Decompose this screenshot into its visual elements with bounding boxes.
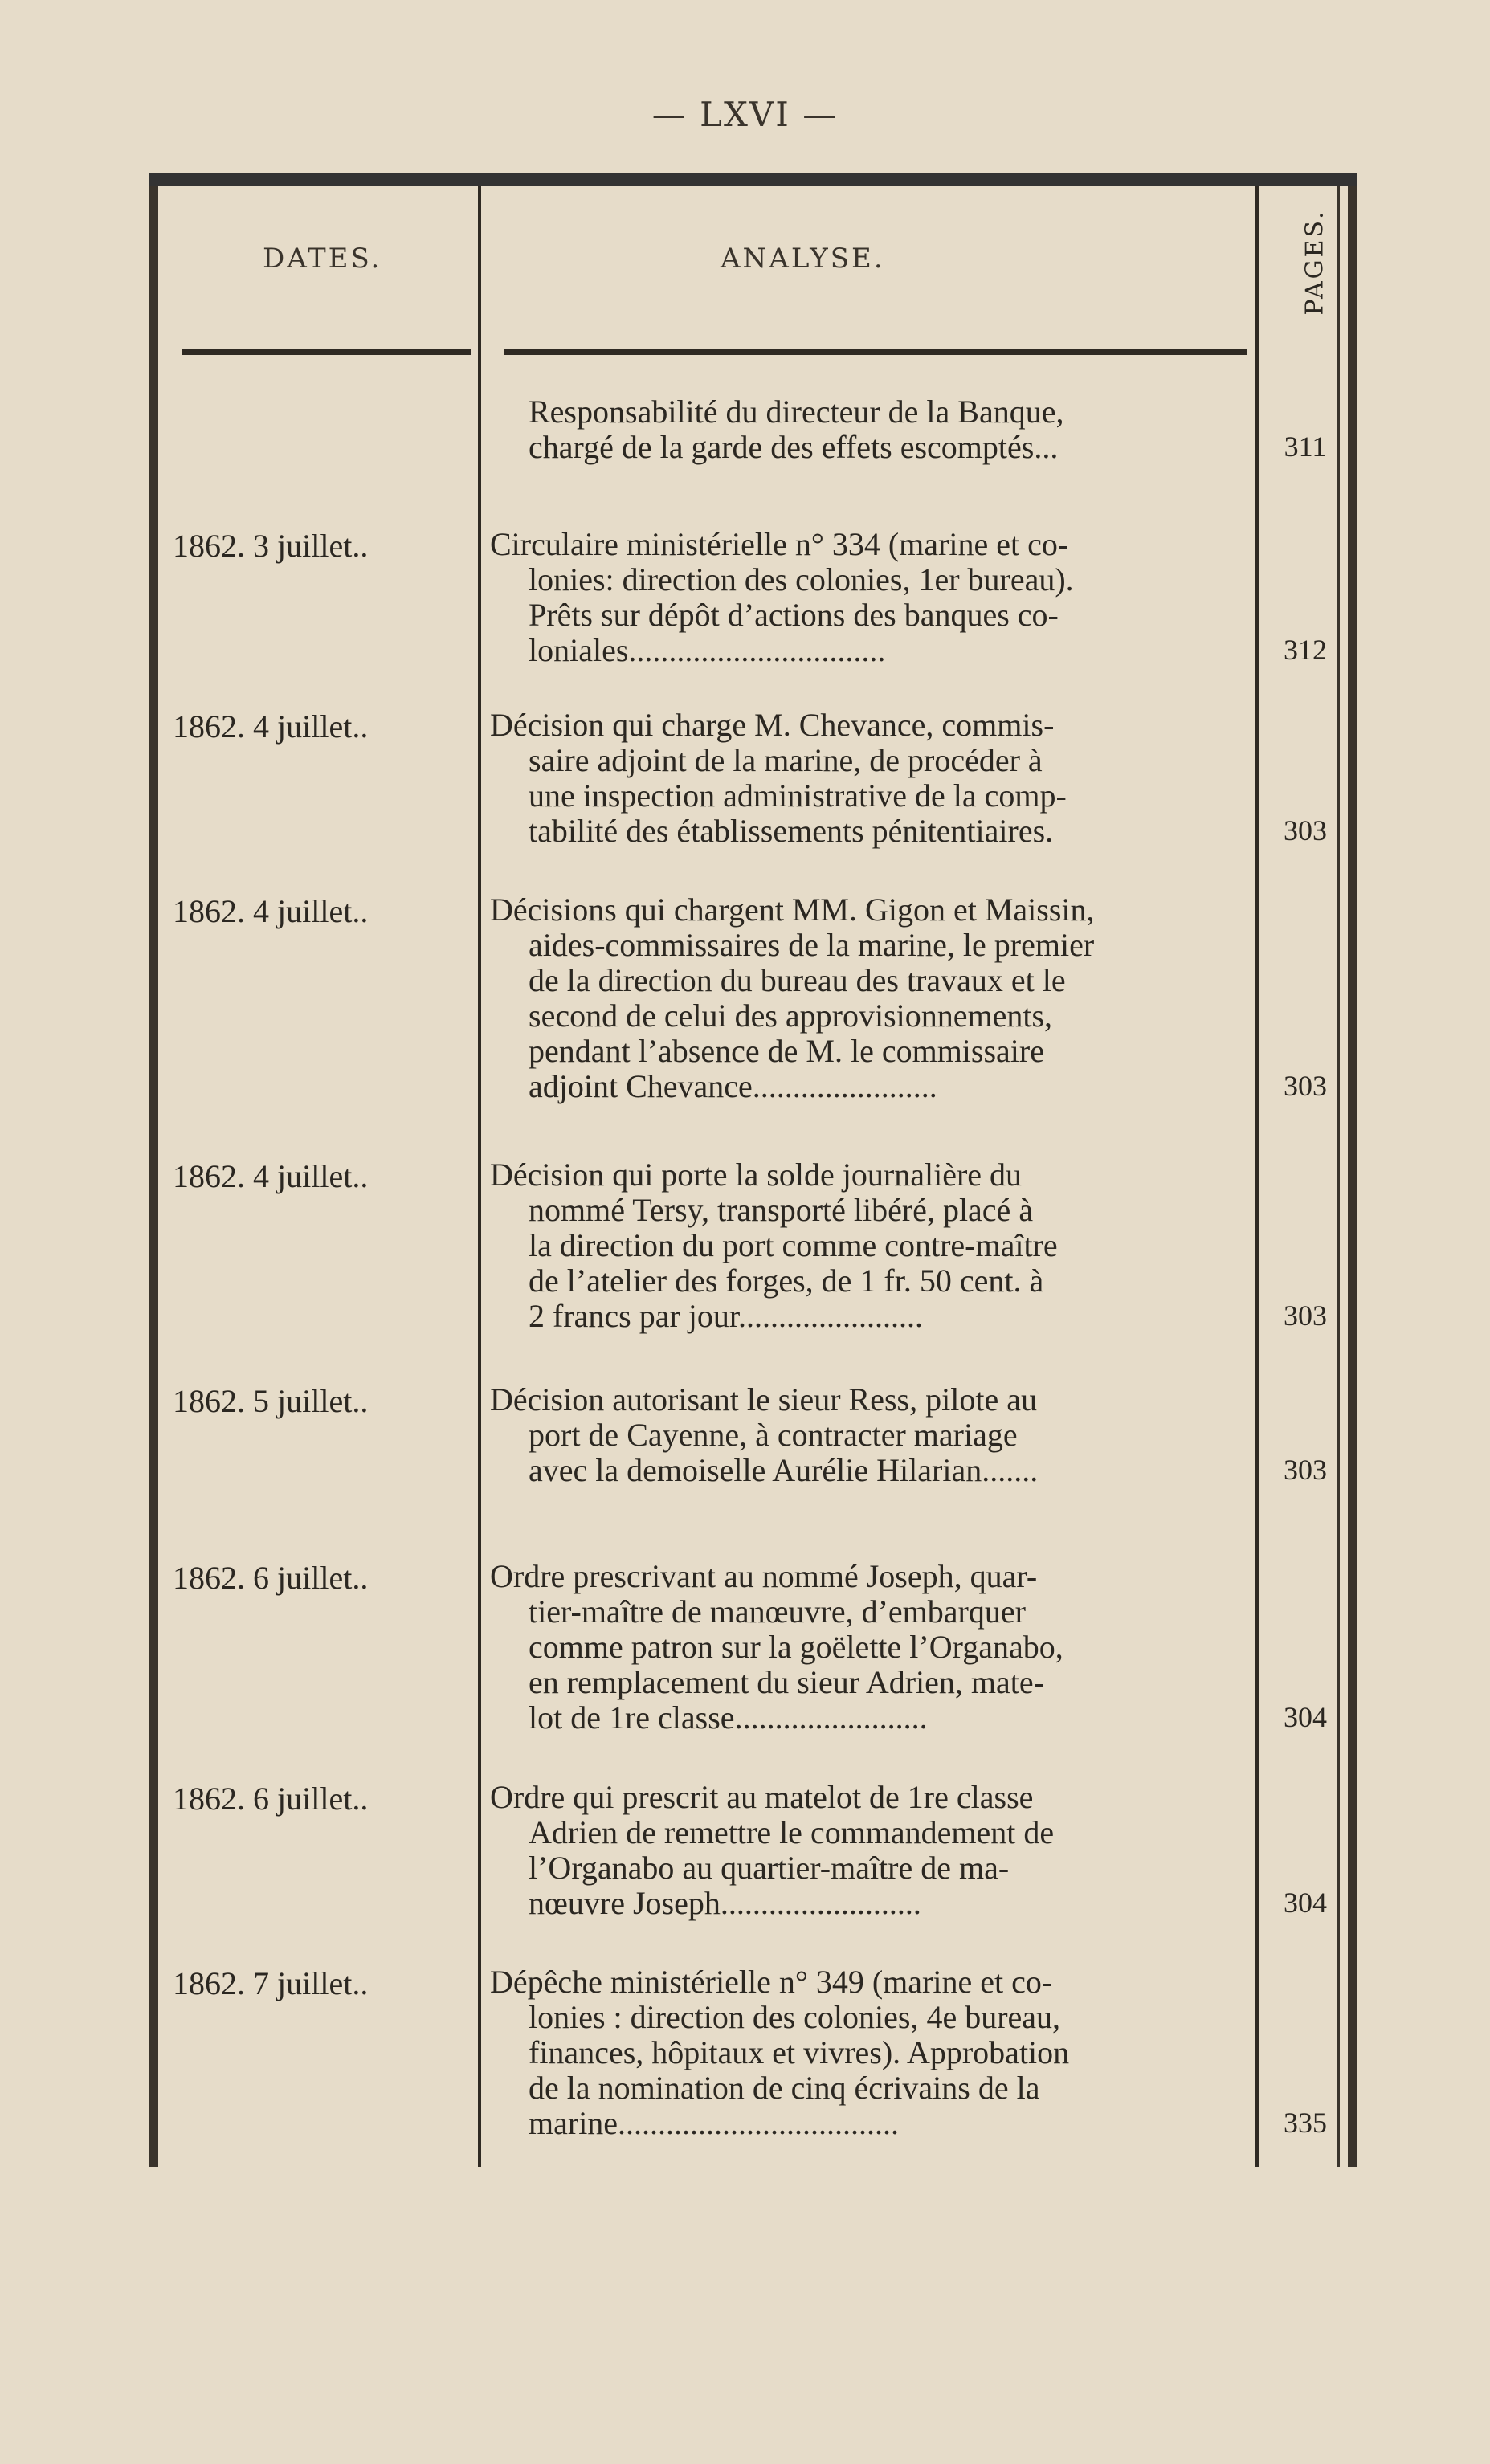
- analysis-line: Décision qui charge M. Chevance, commis-: [490, 707, 1055, 743]
- entry-page-number: 312: [1284, 634, 1327, 666]
- analysis-line: de la direction du bureau des travaux et le: [529, 962, 1066, 998]
- entry-page-number: 311: [1284, 430, 1327, 463]
- entry-date: 1862. 4 juillet..: [173, 1158, 369, 1194]
- analysis-line: Ordre prescrivant au nommé Joseph, quar-: [490, 1558, 1038, 1594]
- table-header: [158, 186, 1348, 331]
- entry-page-number: 335: [1284, 2107, 1327, 2139]
- analysis-line: finances, hôpitaux et vivres). Approbation: [529, 2034, 1070, 2070]
- analysis-line: Dépêche ministérielle n° 349 (marine et co-: [490, 1964, 1053, 2000]
- analysis-line: 2 francs par jour.......................: [529, 1298, 924, 1334]
- analysis-line: port de Cayenne, à contracter mariage: [529, 1417, 1018, 1453]
- analysis-line: une inspection administrative de la comp-: [529, 777, 1067, 814]
- entry-analysis: [490, 1780, 1239, 1921]
- entry-page-number: 304: [1284, 1701, 1327, 1733]
- analysis-line: de la nomination de cinq écrivains de la: [529, 2070, 1040, 2106]
- header-analyse: ANALYSE.: [721, 243, 885, 275]
- inner-right-rule: [1337, 186, 1340, 2167]
- header-dates: DATES.: [263, 243, 382, 275]
- analysis-line: avec la demoiselle Aurélie Hilarian.......: [529, 1452, 1039, 1488]
- entry-page-number: 303: [1284, 1299, 1327, 1332]
- analysis-line: second de celui des approvisionnements,: [529, 997, 1053, 1034]
- analysis-line: Décisions qui chargent MM. Gigon et Maissin,: [490, 891, 1095, 928]
- entry-analysis: [490, 527, 1239, 668]
- entry-page-number: 303: [1284, 814, 1327, 846]
- analysis-line: chargé de la garde des effets escomptés...: [529, 429, 1059, 465]
- top-rule: [149, 173, 1357, 186]
- analysis-line: lonies : direction des colonies, 4e bureau,: [529, 1999, 1061, 2035]
- analysis-line: marine...................................: [529, 2105, 900, 2141]
- entry-analysis: [490, 1157, 1239, 1334]
- header-pages-label: PAGES.: [1300, 209, 1329, 315]
- analysis-line: comme patron sur la goëlette l’Organabo,: [529, 1629, 1063, 1665]
- entry-page-number: 303: [1284, 1454, 1327, 1486]
- column-separator-dates: [478, 186, 481, 2167]
- entry-page-number: 304: [1284, 1887, 1327, 1919]
- analysis-line: Responsabilité du directeur de la Banque,: [529, 394, 1064, 430]
- analysis-line: de l’atelier des forges, de 1 fr. 50 cent. à: [529, 1263, 1044, 1299]
- analysis-line: l’Organabo au quartier-maître de ma-: [529, 1850, 1010, 1886]
- entry-analysis: [490, 1559, 1239, 1736]
- left-rule: [149, 186, 158, 2167]
- analysis-line: aides-commissaires de la marine, le premier: [529, 927, 1095, 963]
- column-separator-pages: [1255, 186, 1259, 2167]
- analysis-line: Ordre qui prescrit au matelot de 1re classe: [490, 1779, 1034, 1815]
- analysis-line: lonies: direction des colonies, 1er bureau).: [529, 561, 1074, 598]
- entry-date: 1862. 7 juillet..: [173, 1965, 369, 2001]
- entry-date: 1862. 4 juillet..: [173, 708, 369, 745]
- analysis-line: saire adjoint de la marine, de procéder à: [529, 742, 1043, 778]
- analysis-line: lot de 1re classe........................: [529, 1699, 928, 1736]
- analysis-line: Adrien de remettre le commandement de: [529, 1814, 1055, 1850]
- entry-analysis: [490, 1964, 1239, 2141]
- entry-page-number: 303: [1284, 1070, 1327, 1102]
- header-pages: [1291, 198, 1339, 326]
- entry-date: 1862. 4 juillet..: [173, 893, 369, 929]
- header-underline-dates: [182, 349, 471, 355]
- analysis-line: en remplacement du sieur Adrien, mate-: [529, 1664, 1044, 1700]
- entry-analysis: [490, 892, 1239, 1104]
- analysis-line: la direction du port comme contre-maître: [529, 1227, 1058, 1263]
- entry-analysis: [490, 1382, 1239, 1488]
- analysis-line: Circulaire ministérielle n° 334 (marine et co-: [490, 526, 1069, 562]
- analysis-line: tabilité des établissements pénitentiaires.: [529, 813, 1054, 849]
- right-rule: [1348, 186, 1357, 2167]
- table-frame: [149, 173, 1357, 2167]
- header-underline-analyse: [504, 349, 1247, 355]
- analysis-line: nommé Tersy, transporté libéré, placé à: [529, 1192, 1034, 1228]
- analysis-line: Décision autorisant le sieur Ress, pilote au: [490, 1381, 1037, 1418]
- entry-date: 1862. 6 juillet..: [173, 1560, 369, 1596]
- entry-analysis: [490, 394, 1239, 465]
- entry-date: 1862. 5 juillet..: [173, 1383, 369, 1419]
- analysis-line: Décision qui porte la solde journalière du: [490, 1157, 1023, 1193]
- analysis-line: adjoint Chevance.......................: [529, 1068, 937, 1104]
- analysis-line: nœuvre Joseph.........................: [529, 1885, 921, 1921]
- analysis-line: pendant l’absence de M. le commissaire: [529, 1033, 1044, 1069]
- page-header: — LXVI —: [651, 95, 839, 134]
- analysis-line: tier-maître de manœuvre, d’embarquer: [529, 1593, 1026, 1630]
- analysis-line: loniales................................: [529, 632, 886, 668]
- entry-analysis: [490, 708, 1239, 849]
- entry-date: 1862. 6 juillet..: [173, 1781, 369, 1817]
- entry-date: 1862. 3 juillet..: [173, 528, 369, 564]
- analysis-line: Prêts sur dépôt d’actions des banques co-: [529, 597, 1059, 633]
